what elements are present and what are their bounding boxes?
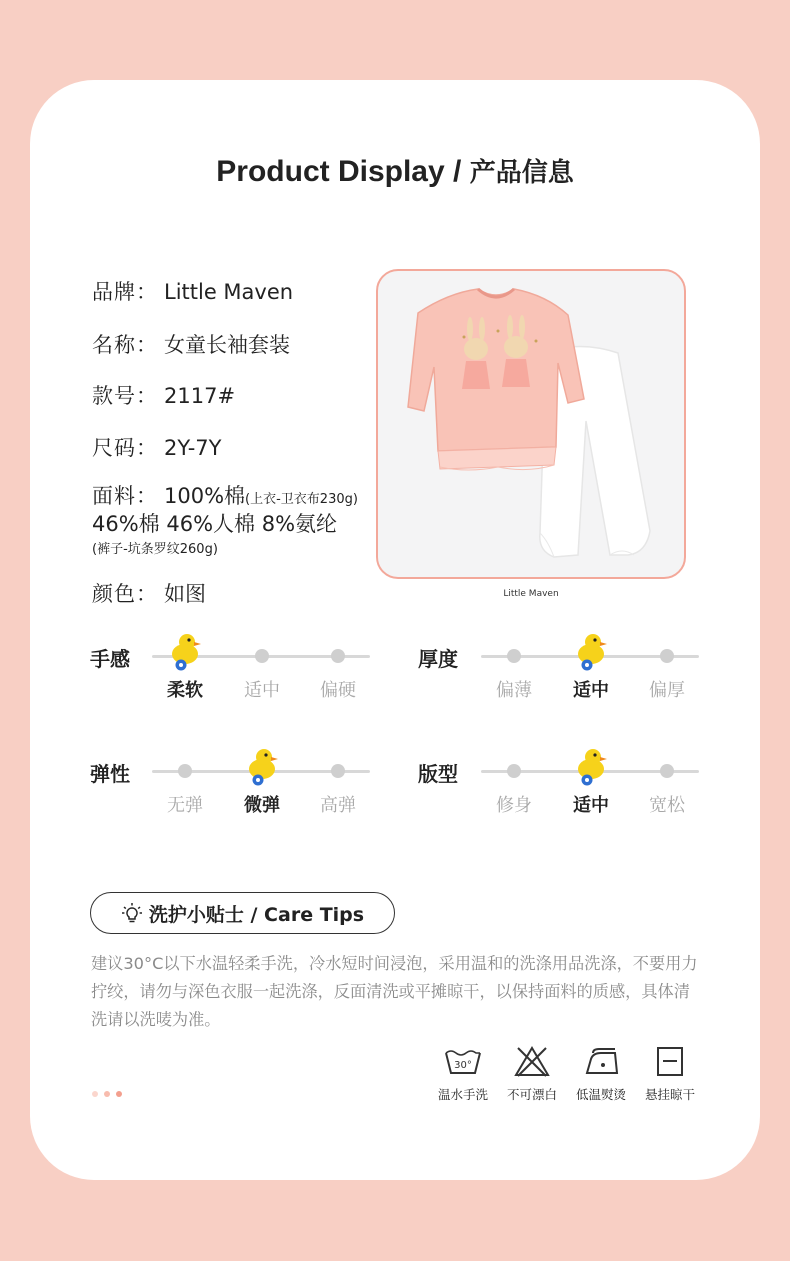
hang-dry-icon <box>635 1045 705 1103</box>
no-bleach-icon <box>497 1045 567 1103</box>
info-style-no <box>92 380 235 410</box>
scale-option: 偏厚 <box>649 680 685 701</box>
duck-marker-icon <box>573 747 609 787</box>
info-value: 100%棉 <box>164 484 246 508</box>
info-key: 颜色： <box>92 582 158 606</box>
scale-option: 微弹 <box>244 795 280 816</box>
info-value: 女童长袖套装 <box>164 333 290 357</box>
info-value: Little Maven <box>164 280 294 304</box>
scale-option: 柔软 <box>167 680 203 701</box>
scale-option: 高弹 <box>320 795 356 816</box>
fabric-line-2: 46%棉 46%人棉 8%氨纶 <box>92 512 338 536</box>
wash-temp-text: 30° <box>454 1060 472 1071</box>
info-key: 品牌： <box>92 280 158 304</box>
info-key: 款号： <box>92 384 158 408</box>
scale-option: 偏薄 <box>496 680 532 701</box>
scale-dot <box>507 649 521 663</box>
page-title <box>0 152 790 189</box>
scale-dot <box>660 649 674 663</box>
info-value: 如图 <box>164 582 206 606</box>
scale-option: 适中 <box>573 680 609 701</box>
info-key: 名称： <box>92 333 158 357</box>
info-fabric <box>92 480 358 510</box>
scale-dot <box>255 649 269 663</box>
scale-label-fit: 版型 <box>418 762 458 786</box>
scale-option: 宽松 <box>649 795 685 816</box>
care-icon-label: 不可漂白 <box>506 1087 557 1102</box>
info-value: 2Y-7Y <box>164 436 222 460</box>
scale-option: 修身 <box>496 795 532 816</box>
iron-low-icon <box>566 1045 636 1103</box>
page-indicator <box>92 1091 122 1097</box>
page-dot <box>104 1091 110 1097</box>
lightbulb-icon <box>121 902 143 924</box>
info-key: 面料： <box>92 484 158 508</box>
info-key: 尺码： <box>92 436 158 460</box>
fabric-line-3: (裤子-坑条罗纹260g) <box>92 542 218 557</box>
duck-marker-icon <box>573 632 609 672</box>
outfit-illustration <box>378 271 684 577</box>
title-cn: 产品信息 <box>469 158 574 188</box>
scale-dot <box>178 764 192 778</box>
page-dot <box>116 1091 122 1097</box>
scale-label-feel: 手感 <box>90 647 130 671</box>
scale-dot <box>331 764 345 778</box>
scale-dot <box>507 764 521 778</box>
care-instructions: 建议30°C以下水温轻柔手洗，冷水短时间浸泡，采用温和的洗涤用品洗涤，不要用力拧绞，请勿与深色衣服一起洗涤，反面清洗或平摊晾干，以保持面料的质感，具体清洗请以洗唛为准。 <box>91 954 698 1029</box>
scale-option: 适中 <box>244 680 280 701</box>
care-icon-label: 温水手洗 <box>437 1087 488 1102</box>
care-icon-label: 低温熨烫 <box>575 1087 626 1102</box>
info-size <box>92 432 221 462</box>
scale-option: 无弹 <box>167 795 203 816</box>
duck-marker-icon <box>244 747 280 787</box>
care-icon-label: 悬挂晾干 <box>644 1087 695 1102</box>
care-tips-pill <box>90 892 395 934</box>
care-tips-label: 洗护小贴士 / Care Tips <box>148 903 365 926</box>
scale-option: 偏硬 <box>320 680 356 701</box>
product-photo <box>376 269 686 579</box>
fabric-note: (上衣-卫衣布230g) <box>245 492 358 507</box>
info-value: 2117# <box>164 384 236 408</box>
title-en: Product Display <box>216 155 445 188</box>
page-dot <box>92 1091 98 1097</box>
photo-caption: Little Maven <box>503 589 559 599</box>
wash-30-icon <box>428 1045 498 1103</box>
scale-dot <box>331 649 345 663</box>
title-separator: / <box>444 155 470 188</box>
info-color <box>92 578 206 608</box>
info-name <box>92 329 290 359</box>
scale-label-thickness: 厚度 <box>418 647 458 671</box>
scale-option: 适中 <box>573 795 609 816</box>
scale-dot <box>660 764 674 778</box>
info-brand <box>92 276 293 306</box>
scale-label-elasticity: 弹性 <box>90 762 130 786</box>
duck-marker-icon <box>167 632 203 672</box>
